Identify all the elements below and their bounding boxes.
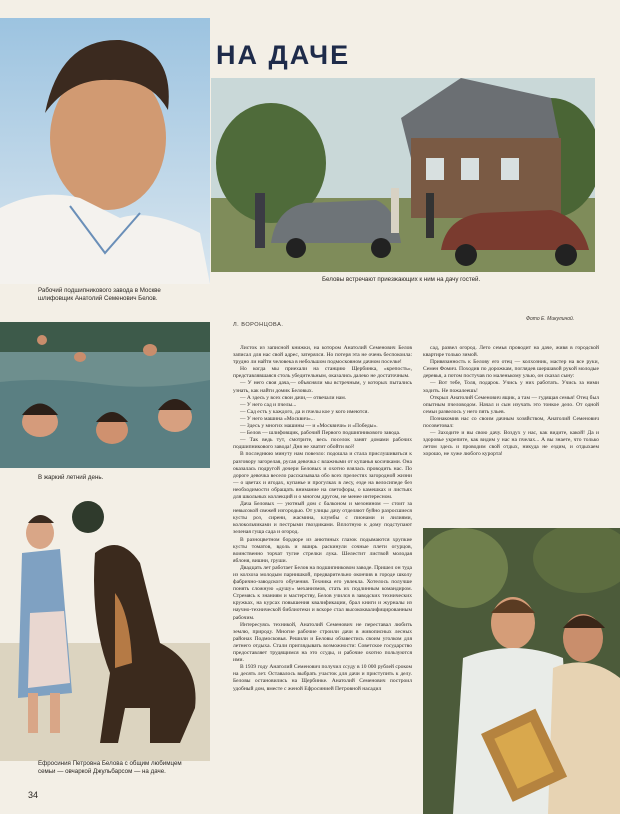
paragraph: — Здесь у многих машины — и «Москвичи» и «Победы». [240,423,378,430]
paragraph: Привязанность к Белову его отец — колхозник, мастер на все руки, Семен Фомич. Походив по дорожкам, поглядев шершавой рукой молодые деревья, а потом постучав по маленькому улью, он сказал сыну: [423,359,599,380]
swimming-caption: В жаркий летний день. [38,474,104,481]
paragraph: — Так ведь тут, смотрите, весь поселок занят домами рабочих подшипникового завода! Дня не хватит обойти всё! [233,437,412,451]
bees-photo [423,528,620,814]
paragraph: — А здесь у всех свои дачи,— отвечали нам. [240,394,347,401]
dacha-caption: Беловы встречают приезжающих к ним на дачу гостей. [322,276,481,283]
photo-credit: Фото Е. Микулиной. [526,316,575,322]
page-number: 34 [28,790,39,800]
text-column-2 [423,345,599,495]
text-column-1 [233,345,412,803]
paragraph: — У него машина «Москвич»... [240,415,315,422]
dog-caption: Ефросиния Петровна Белова с общим любимцем семьи — овчаркой Джульбарсом — на даче. [38,760,182,775]
paragraph: сад, развел огород. Лето семья проводит на даче, живя в городской квартире только зимой. [423,345,599,359]
paragraph: Двадцать лет работает Белов на подшипниковом заводе. Пришел он туда из колхоза молодым парнишкой, предварительно окончив в городе школу фабрично-заводского обучения. Техника его увлекла. Хотелось получше понять сложную «душу» механизмов, стать их подлинным командиром. Стремясь к знаниям и мастерству, Белов учился в заводских технических кружках, на курсах повышения квалификации, брал книги и журналы из научно-технической библиотеки и вскоре стал высококвалифицированным рабочим. [233,564,412,621]
paragraph: — Белов — шлифовщик, рабочий Первого подшипникового завода. [240,430,401,437]
dacha-photo [211,78,595,272]
paragraph: Дача Беловых — уютный дом с балконом и мезонином — стоит за невысокой свежей изгородью. От улицы дачу отделяют буйно разросшиеся кусты роз, сирени, жасмина, клумбы с пионами и лилиями, колокольчиками и пестрыми гвоздиками. Вплотную к дому подступают зеленая гуща сада и огород. [233,501,412,536]
paragraph: — У него своя дача,— объясняли мы встречным, у которых пытались узнать, как найти домик Беловых. [233,380,412,394]
paragraph: В последнюю минуту нам повезло: подошла и стала прислушиваться к разговору загорелая, русая девочка с влажными от купанья косичками. Она оказалась подругой дочери Беловых и охотно взялась проводить нас. По дороге девочка весело рассказывала обо всех прелестях загородной жизни — о цветах и ягодах, купанье и прогулках в лесу, езде на велосипеде без необходимости обращать внимание на светофоры, о камешках и листьях для школьных коллекций и о многом другом, не менее интересном. [233,451,412,500]
portrait-caption: Рабочий подшипникового завода в Москве шлифовщик Анатолий Семенович Белов. [38,287,161,302]
paragraph: Но когда мы приехали на станцию Щербинка, «крепость», представлявшаяся столь убедительным, оказались далеко не достаточным. [233,366,412,380]
paragraph: В 1939 году Анатолий Семенович получил ссуду в 10 000 рублей сроком на десять лет. Оставалось выбрать участок для дачи и приступить к делу. Беловы остановились на Щербинке. Анатолий Семенович построил удобный дом, вместе с женой Ефросинией Петровной насадил [233,664,412,692]
paragraph: — Вот тебе, Толя, подарок. Учись у них работать. Учись за ними ходить. Не пожалеешь! [423,380,599,394]
paragraph: Познакомив нас со своим дачным хозяйством, Анатолий Семенович посоветовал: [423,415,599,430]
paragraph: Интересуясь техникой, Анатолий Семенович не переставал любить землю, природу. Многие рабочие строили дачи в живописных лесных районах Подмосковья. Решили и Беловы обзавестись своим уголком для летнего отдыха. Стали приглядывать возможности: Советское государство предоставляет трудящимся на это ссуды, и рабочие охотно пользуются ими. [233,621,412,664]
paragraph: Открыл Анатолий Семенович ящик, а там — гудящая семья! Отец был опытным пчеловодом. Начал и сын изучать это тонкое дело. От одной семьи развелось у него пять ульев. [423,394,599,415]
portrait-photo [0,18,210,284]
paragraph: В разноцветном бордюре из анютиных глазок подымаются хрупкие кусты томатов, вдоль и вширь раскинули сочные плети огурцов, воинственно торчат тугие стрелки лука. Шелестит листвой молодая яблоня, вишни, груши. [233,536,412,564]
paragraph: — У него сад и пчелы... [240,401,297,408]
paragraph: — Заходите и вы свою дачу. Воздух у нас, как видите, какой! Да и здоровье укрепите, как видим у нас на пчелах... А вы знаете, что только летом здесь и проводим свой отдых, никуда не ездим, и отдыхаем хорошо, не хуже любого курорта! [423,430,599,458]
dog-photo [0,493,210,761]
swimming-photo [0,322,210,468]
article-title: НА ДАЧЕ [216,40,351,70]
paragraph: Листок из записной книжки, на котором Анатолий Семенович Белов записал для нас свой адрес, затерялся. Но потеря эта не очень беспокоила: трудно ли найти человека в небольшом подмосковном дачном поселке! [233,345,412,366]
paragraph: — Сад есть у каждого, да и пчелы кое у кого имеются. [240,408,369,415]
article-author: Л. ВОРОНЦОВА. [233,322,284,328]
